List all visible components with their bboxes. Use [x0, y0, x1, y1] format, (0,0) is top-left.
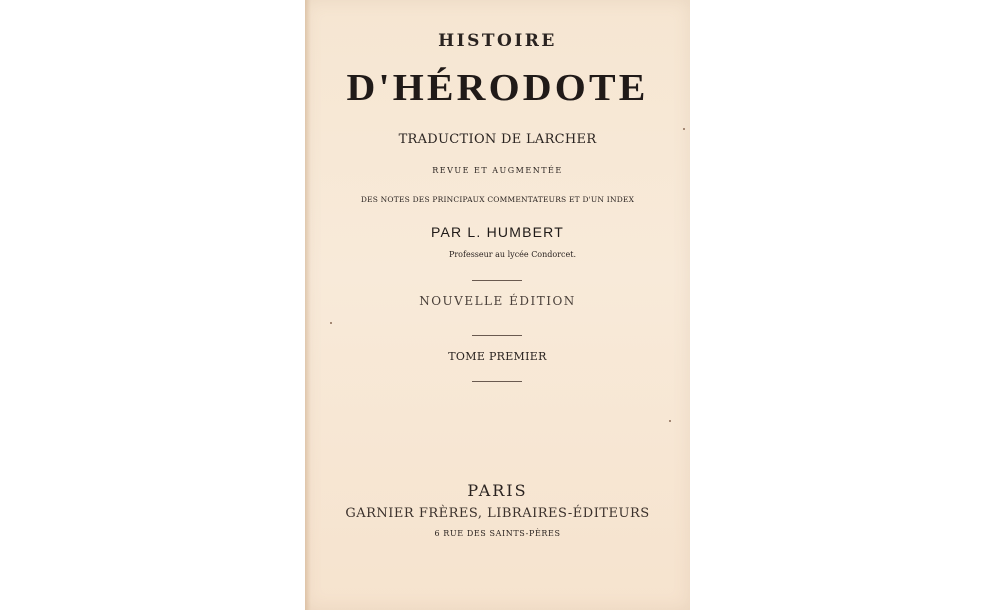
divider-rule	[472, 335, 522, 336]
edition-line: NOUVELLE ÉDITION	[419, 294, 576, 308]
revised-line: REVUE ET AUGMENTÉE	[432, 166, 563, 175]
author-role: Professeur au lycée Condorcet.	[448, 250, 577, 259]
volume-line: TOME PREMIER	[448, 350, 547, 363]
notes-line: DES NOTES DES PRINCIPAUX COMMENTATEURS ET D'UN INDEX	[360, 195, 635, 204]
translation-line: TRADUCTION DE LARCHER	[398, 132, 597, 147]
divider-rule	[472, 280, 522, 281]
paper-speck	[683, 128, 685, 130]
publisher-line: GARNIER FRÈRES, LIBRAIRES-ÉDITEURS	[345, 506, 650, 521]
divider-rule	[472, 381, 522, 382]
title-histoire: HISTOIRE	[438, 31, 557, 51]
main-title: D'HÉRODOTE	[346, 67, 649, 109]
title-page	[305, 0, 690, 610]
paper-speck	[330, 322, 332, 324]
paper-speck	[669, 420, 671, 422]
city-line: PARIS	[467, 481, 528, 500]
address-line: 6 RUE DES SAINTS-PÈRES	[434, 529, 561, 538]
author-line: PAR L. HUMBERT	[431, 224, 564, 240]
